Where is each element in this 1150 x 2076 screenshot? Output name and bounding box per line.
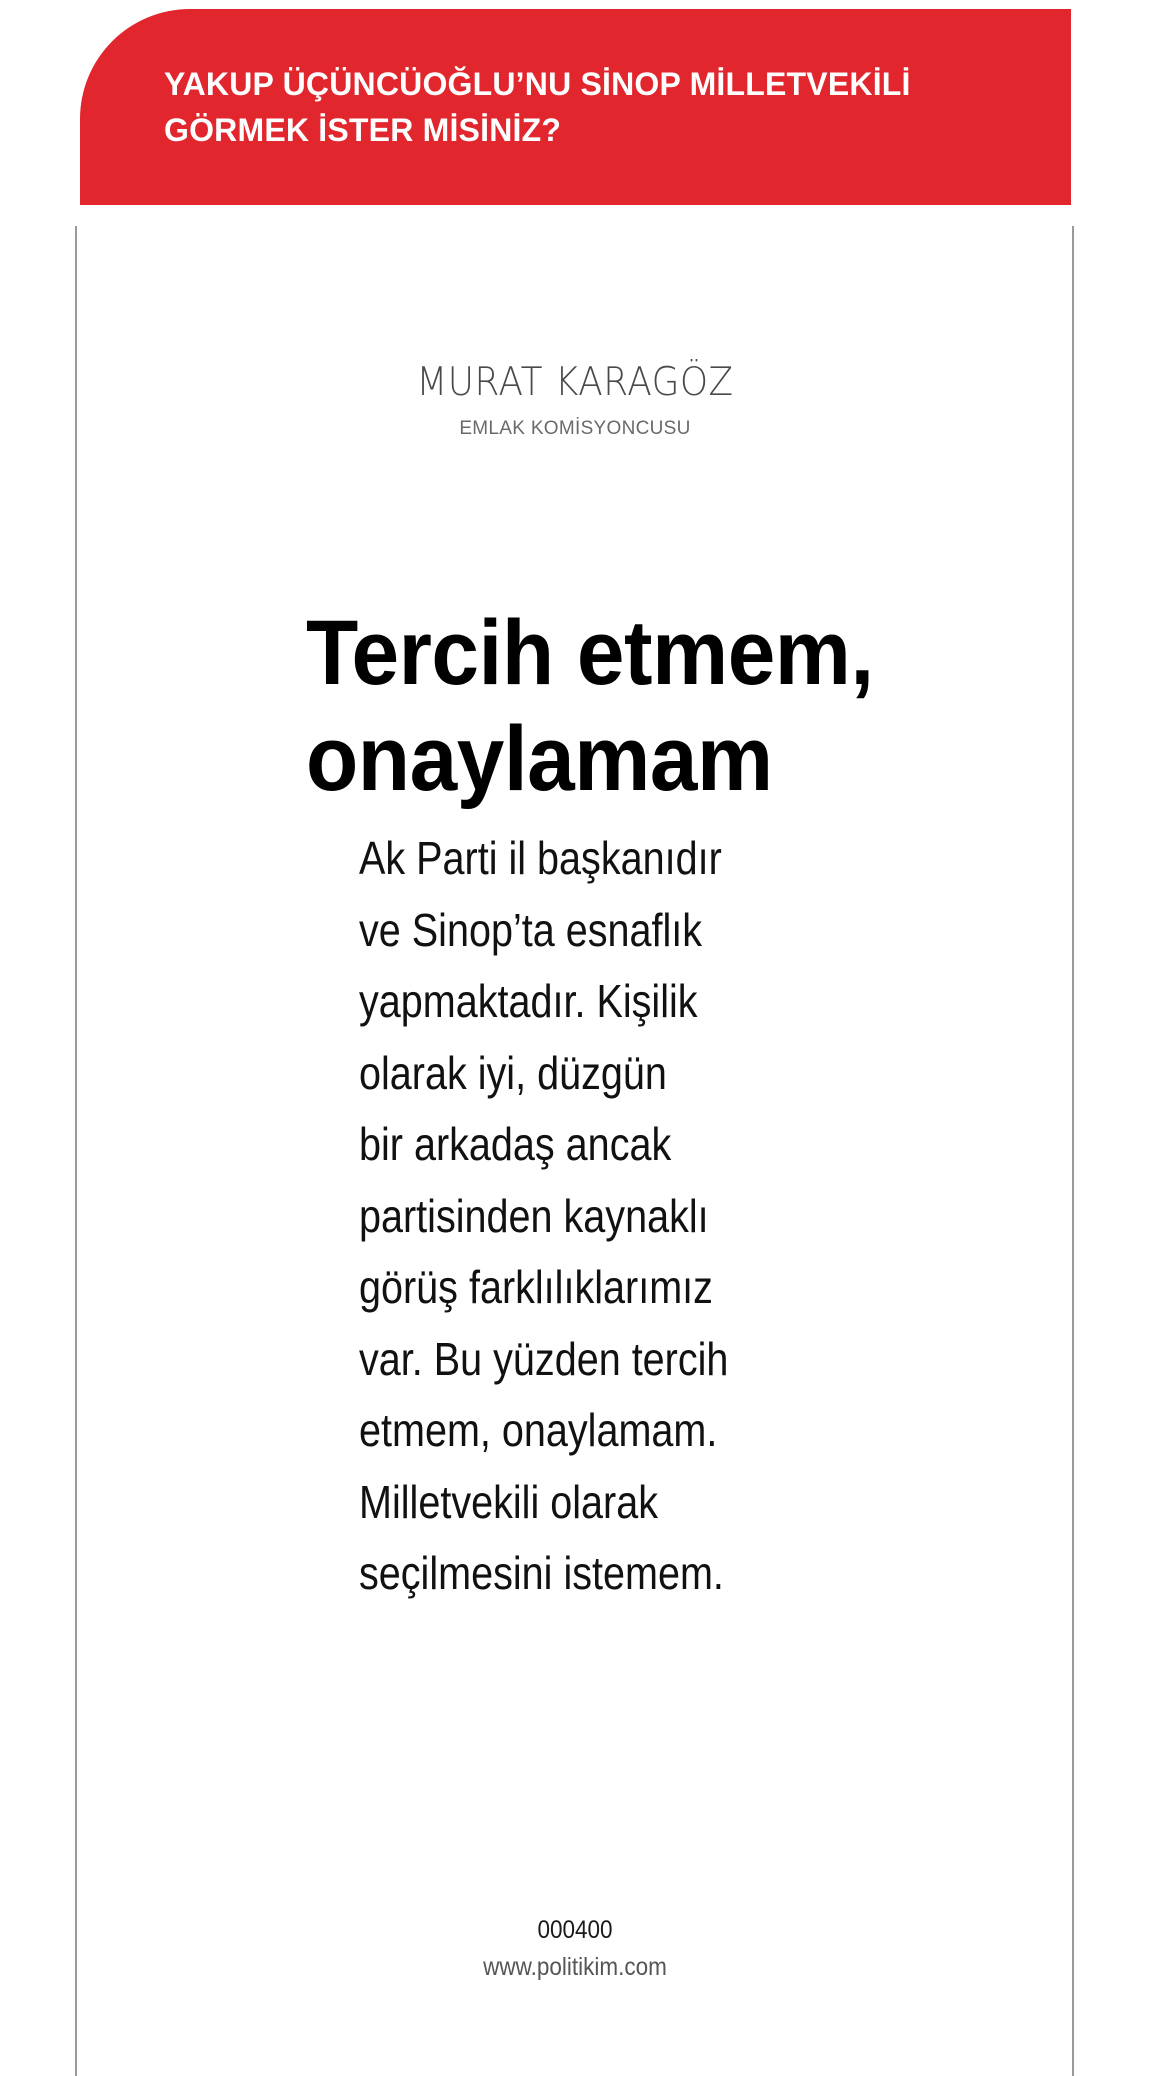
person-role: EMLAK KOMİSYONCUSU bbox=[459, 418, 691, 439]
banner-title bbox=[164, 61, 1044, 153]
quote-body bbox=[359, 823, 879, 1610]
headline-line-1: Tercih etmem, bbox=[306, 602, 874, 704]
banner-title-line-2: GÖRMEK İSTER MİSİNİZ? bbox=[164, 112, 562, 148]
quote-line: Milletvekili olarak bbox=[359, 1475, 658, 1528]
headline bbox=[306, 600, 976, 812]
header-banner bbox=[80, 9, 1071, 205]
quote-line: seçilmesini istemem. bbox=[359, 1547, 724, 1599]
website-link[interactable]: www.politikim.com bbox=[483, 1953, 667, 1981]
person-name: MURAT KARAGÖZ bbox=[416, 360, 734, 405]
quote-line: bir arkadaş ancak bbox=[359, 1118, 672, 1170]
reference-code: 000400 bbox=[537, 1916, 613, 1944]
quote-line: Ak Parti il başkanıdır bbox=[359, 832, 722, 884]
banner-title-line-1: YAKUP ÜÇÜNCÜOĞLU’NU SİNOP MİLLETVEKİLİ bbox=[164, 66, 911, 102]
quote-line: partisinden kaynaklı bbox=[359, 1189, 709, 1242]
quote-line: görüş farklılıklarımız bbox=[359, 1261, 713, 1313]
quote-line: olarak iyi, düzgün bbox=[359, 1046, 667, 1099]
quote-line: var. Bu yüzden tercih bbox=[359, 1332, 729, 1385]
headline-line-2: onaylamam bbox=[306, 708, 773, 810]
quote-line: etmem, onaylamam. bbox=[359, 1404, 718, 1456]
quote-line: yapmaktadır. Kişilik bbox=[359, 975, 698, 1027]
quote-line: ve Sinop’ta esnaflık bbox=[359, 903, 703, 956]
